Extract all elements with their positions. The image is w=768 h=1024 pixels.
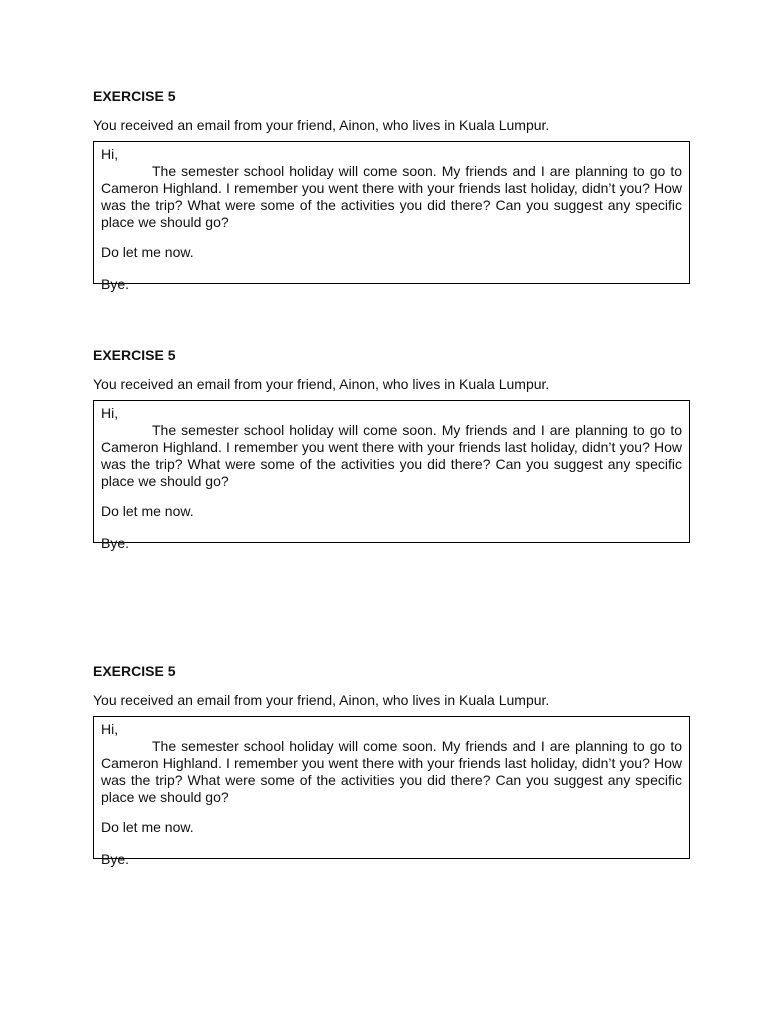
exercise-intro: You received an email from your friend, Ainon, who lives in Kuala Lumpur. bbox=[93, 117, 550, 133]
exercise-section-3 bbox=[93, 663, 690, 867]
exercise-section-2 bbox=[93, 347, 690, 551]
email-closing-line: Do let me now. bbox=[101, 819, 194, 835]
email-box bbox=[93, 716, 690, 867]
email-signoff: Bye. bbox=[101, 851, 130, 867]
email-body: The semester school holiday will come soon. My friends and I are planning to go to Cameron Highland. I remember you went there with your friends last holiday, didn’t you? How was the trip? What were some of the activities you did there? Can you suggest any specific place we should go? bbox=[101, 163, 682, 230]
exercise-title: EXERCISE 5 bbox=[93, 347, 176, 363]
exercise-intro: You received an email from your friend, Ainon, who lives in Kuala Lumpur. bbox=[93, 376, 550, 392]
email-body: The semester school holiday will come soon. My friends and I are planning to go to Cameron Highland. I remember you went there with your friends last holiday, didn’t you? How was the trip? What were some of the activities you did there? Can you suggest any specific place we should go? bbox=[101, 422, 682, 489]
email-greeting: Hi, bbox=[101, 721, 119, 737]
email-body: The semester school holiday will come soon. My friends and I are planning to go to Cameron Highland. I remember you went there with your friends last holiday, didn’t you? How was the trip? What were some of the activities you did there? Can you suggest any specific place we should go? bbox=[101, 738, 682, 805]
exercise-title: EXERCISE 5 bbox=[93, 663, 176, 679]
exercise-intro: You received an email from your friend, Ainon, who lives in Kuala Lumpur. bbox=[93, 692, 550, 708]
email-closing-line: Do let me now. bbox=[101, 503, 194, 519]
email-greeting: Hi, bbox=[101, 405, 119, 421]
email-box bbox=[93, 400, 690, 551]
email-signoff: Bye. bbox=[101, 276, 130, 292]
exercise-section-1 bbox=[93, 88, 690, 292]
email-closing-line: Do let me now. bbox=[101, 244, 194, 260]
email-greeting: Hi, bbox=[101, 146, 119, 162]
exercise-title: EXERCISE 5 bbox=[93, 88, 176, 104]
email-box bbox=[93, 141, 690, 292]
email-signoff: Bye. bbox=[101, 535, 130, 551]
